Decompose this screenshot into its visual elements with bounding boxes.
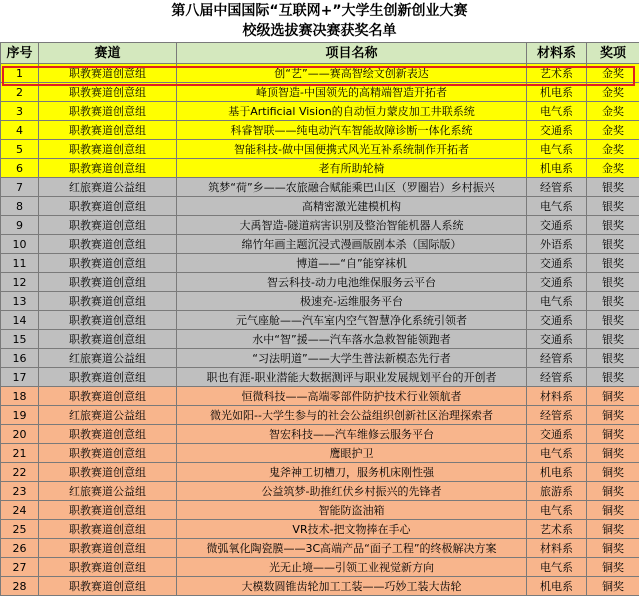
project-name-cell: 职也有涯-职业潜能大数据测评与职业发展规划平台的开创者 [177,368,527,387]
track-cell: 职教赛道创意组 [39,330,177,349]
award-cell: 铜奖 [587,406,639,425]
table-row [1,501,639,520]
project-name-cell: “习法明道”——大学生普法新模态先行者 [177,349,527,368]
award-cell: 银奖 [587,197,639,216]
award-cell: 银奖 [587,273,639,292]
row-number: 25 [1,520,39,539]
department-cell: 艺术系 [527,64,587,83]
row-number: 11 [1,254,39,273]
row-number: 7 [1,178,39,197]
department-cell: 机电系 [527,83,587,102]
award-cell: 铜奖 [587,520,639,539]
project-name-cell: 微光如阳--大学生参与的社会公益组织创新社区治理探索者 [177,406,527,425]
table-row [1,311,639,330]
track-cell: 职教赛道创意组 [39,520,177,539]
row-number: 22 [1,463,39,482]
track-cell: 红旅赛道公益组 [39,349,177,368]
title-line-1: 第八届中国国际“互联网+”大学生创新创业大赛 [0,1,639,21]
department-cell: 机电系 [527,463,587,482]
award-cell: 金奖 [587,102,639,121]
header-no: 序号 [1,43,39,64]
track-cell: 职教赛道创意组 [39,64,177,83]
table-row [1,273,639,292]
row-number: 28 [1,577,39,596]
table-row [1,444,639,463]
row-number: 19 [1,406,39,425]
project-name-cell: 极速充-运维服务平台 [177,292,527,311]
table-row [1,197,639,216]
table-row [1,482,639,501]
department-cell: 电气系 [527,197,587,216]
table-row [1,102,639,121]
department-cell: 电气系 [527,292,587,311]
row-number: 27 [1,558,39,577]
department-cell: 材料系 [527,387,587,406]
department-cell: 电气系 [527,140,587,159]
track-cell: 职教赛道创意组 [39,83,177,102]
project-name-cell: 高精密激光建模机构 [177,197,527,216]
award-cell: 银奖 [587,178,639,197]
track-cell: 职教赛道创意组 [39,577,177,596]
track-cell: 红旅赛道公益组 [39,482,177,501]
track-cell: 职教赛道创意组 [39,235,177,254]
track-cell: 职教赛道创意组 [39,159,177,178]
project-name-cell: 光无止境——引领工业视觉新方向 [177,558,527,577]
project-name-cell: 大禹智造-隧道病害识别及整治智能机器人系统 [177,216,527,235]
award-cell: 银奖 [587,311,639,330]
track-cell: 职教赛道创意组 [39,501,177,520]
award-cell: 铜奖 [587,387,639,406]
row-number: 8 [1,197,39,216]
table-row [1,425,639,444]
track-cell: 职教赛道创意组 [39,292,177,311]
award-cell: 金奖 [587,83,639,102]
row-number: 20 [1,425,39,444]
award-cell: 铜奖 [587,558,639,577]
row-number: 26 [1,539,39,558]
track-cell: 职教赛道创意组 [39,121,177,140]
track-cell: 职教赛道创意组 [39,273,177,292]
award-cell: 银奖 [587,330,639,349]
project-name-cell: 博道——“自”能穿袜机 [177,254,527,273]
project-name-cell: 科睿智联——纯电动汽车智能故障诊断一体化系统 [177,121,527,140]
header-project-name: 项目名称 [177,43,527,64]
row-number: 23 [1,482,39,501]
department-cell: 机电系 [527,159,587,178]
header-department: 材料系 [527,43,587,64]
track-cell: 职教赛道创意组 [39,368,177,387]
award-cell: 银奖 [587,368,639,387]
project-name-cell: 元气座舱——汽车室内空气智慧净化系统引领者 [177,311,527,330]
department-cell: 交通系 [527,273,587,292]
row-number: 3 [1,102,39,121]
department-cell: 电气系 [527,558,587,577]
project-name-cell: VR技术-把文物捧在手心 [177,520,527,539]
department-cell: 交通系 [527,311,587,330]
track-cell: 职教赛道创意组 [39,102,177,121]
project-name-cell: 大模数圆锥齿轮加工工装——巧妙工装大齿轮 [177,577,527,596]
row-number: 16 [1,349,39,368]
department-cell: 材料系 [527,539,587,558]
table-row [1,64,639,83]
table-row [1,349,639,368]
track-cell: 职教赛道创意组 [39,425,177,444]
row-number: 14 [1,311,39,330]
department-cell: 经管系 [527,368,587,387]
project-name-cell: 老有所助轮椅 [177,159,527,178]
department-cell: 交通系 [527,425,587,444]
department-cell: 旅游系 [527,482,587,501]
project-name-cell: 水中“智”援——汽车落水急救智能领跑者 [177,330,527,349]
track-cell: 职教赛道创意组 [39,197,177,216]
project-name-cell: 鹰眼护卫 [177,444,527,463]
table-row [1,178,639,197]
award-cell: 金奖 [587,121,639,140]
award-cell: 铜奖 [587,501,639,520]
table-row [1,558,639,577]
table-row [1,235,639,254]
table-row [1,463,639,482]
row-number: 10 [1,235,39,254]
award-cell: 铜奖 [587,482,639,501]
row-number: 13 [1,292,39,311]
project-name-cell: 智宏科技——汽车维修云服务平台 [177,425,527,444]
table-row [1,140,639,159]
table-row [1,520,639,539]
track-cell: 红旅赛道公益组 [39,178,177,197]
row-number: 21 [1,444,39,463]
table-row [1,387,639,406]
award-cell: 银奖 [587,235,639,254]
document-title [0,0,639,42]
table-row [1,368,639,387]
row-number: 1 [1,64,39,83]
row-number: 2 [1,83,39,102]
table-row [1,121,639,140]
row-number: 18 [1,387,39,406]
track-cell: 职教赛道创意组 [39,387,177,406]
table-row [1,159,639,178]
header-award: 奖项 [587,43,639,64]
table-row [1,216,639,235]
project-name-cell: 智云科技-动力电池维保服务云平台 [177,273,527,292]
project-name-cell: 智能防盗油箱 [177,501,527,520]
award-cell: 银奖 [587,349,639,368]
track-cell: 职教赛道创意组 [39,463,177,482]
department-cell: 交通系 [527,254,587,273]
award-cell: 铜奖 [587,425,639,444]
award-cell: 铜奖 [587,444,639,463]
track-cell: 红旅赛道公益组 [39,406,177,425]
award-cell: 银奖 [587,292,639,311]
row-number: 4 [1,121,39,140]
department-cell: 经管系 [527,178,587,197]
project-name-cell: 筑梦“荷”乡——农旅融合赋能乘巴山区（罗圈岩）乡村振兴 [177,178,527,197]
department-cell: 外语系 [527,235,587,254]
project-name-cell: 公益筑梦-助推红伏乡村振兴的先锋者 [177,482,527,501]
award-cell: 铜奖 [587,463,639,482]
row-number: 5 [1,140,39,159]
department-cell: 艺术系 [527,520,587,539]
track-cell: 职教赛道创意组 [39,216,177,235]
row-number: 12 [1,273,39,292]
project-name-cell: 微弧氧化陶瓷膜——3C高端产品“面子工程”的终极解决方案 [177,539,527,558]
award-cell: 银奖 [587,254,639,273]
department-cell: 交通系 [527,121,587,140]
award-cell: 银奖 [587,216,639,235]
department-cell: 电气系 [527,102,587,121]
table-row [1,330,639,349]
project-name-cell: 智能科技-做中国便携式风光互补系统制作开拓者 [177,140,527,159]
track-cell: 职教赛道创意组 [39,140,177,159]
table-body [1,64,639,596]
track-cell: 职教赛道创意组 [39,558,177,577]
project-name-cell: 峰顶智造-中国领先的高精端智造开拓者 [177,83,527,102]
project-name-cell: 恒微科技——高端零部件防护技术行业领航者 [177,387,527,406]
project-name-cell: 创“艺”——赛高智绘文创新表达 [177,64,527,83]
table-row [1,539,639,558]
project-name-cell: 基于Artificial Vision的自动恒力蒙皮加工井联系统 [177,102,527,121]
department-cell: 交通系 [527,216,587,235]
row-number: 6 [1,159,39,178]
award-cell: 铜奖 [587,539,639,558]
award-cell: 金奖 [587,64,639,83]
row-number: 15 [1,330,39,349]
table-header-row [1,43,639,64]
department-cell: 交通系 [527,330,587,349]
track-cell: 职教赛道创意组 [39,311,177,330]
table-row [1,577,639,596]
table-row [1,254,639,273]
header-track: 赛道 [39,43,177,64]
track-cell: 职教赛道创意组 [39,254,177,273]
project-name-cell: 绵竹年画主题沉浸式漫画版剧本杀（国际版） [177,235,527,254]
table-row [1,83,639,102]
award-cell: 铜奖 [587,577,639,596]
row-number: 17 [1,368,39,387]
title-line-2: 校级选拔赛决赛获奖名单 [0,21,639,41]
project-name-cell: 鬼斧神工切槽刀，服务机床刚性强 [177,463,527,482]
award-cell: 金奖 [587,159,639,178]
department-cell: 经管系 [527,349,587,368]
track-cell: 职教赛道创意组 [39,444,177,463]
table-row [1,292,639,311]
department-cell: 电气系 [527,444,587,463]
department-cell: 经管系 [527,406,587,425]
award-table [0,42,639,596]
track-cell: 职教赛道创意组 [39,539,177,558]
row-number: 24 [1,501,39,520]
table-row [1,406,639,425]
department-cell: 电气系 [527,501,587,520]
row-number: 9 [1,216,39,235]
department-cell: 机电系 [527,577,587,596]
award-cell: 金奖 [587,140,639,159]
